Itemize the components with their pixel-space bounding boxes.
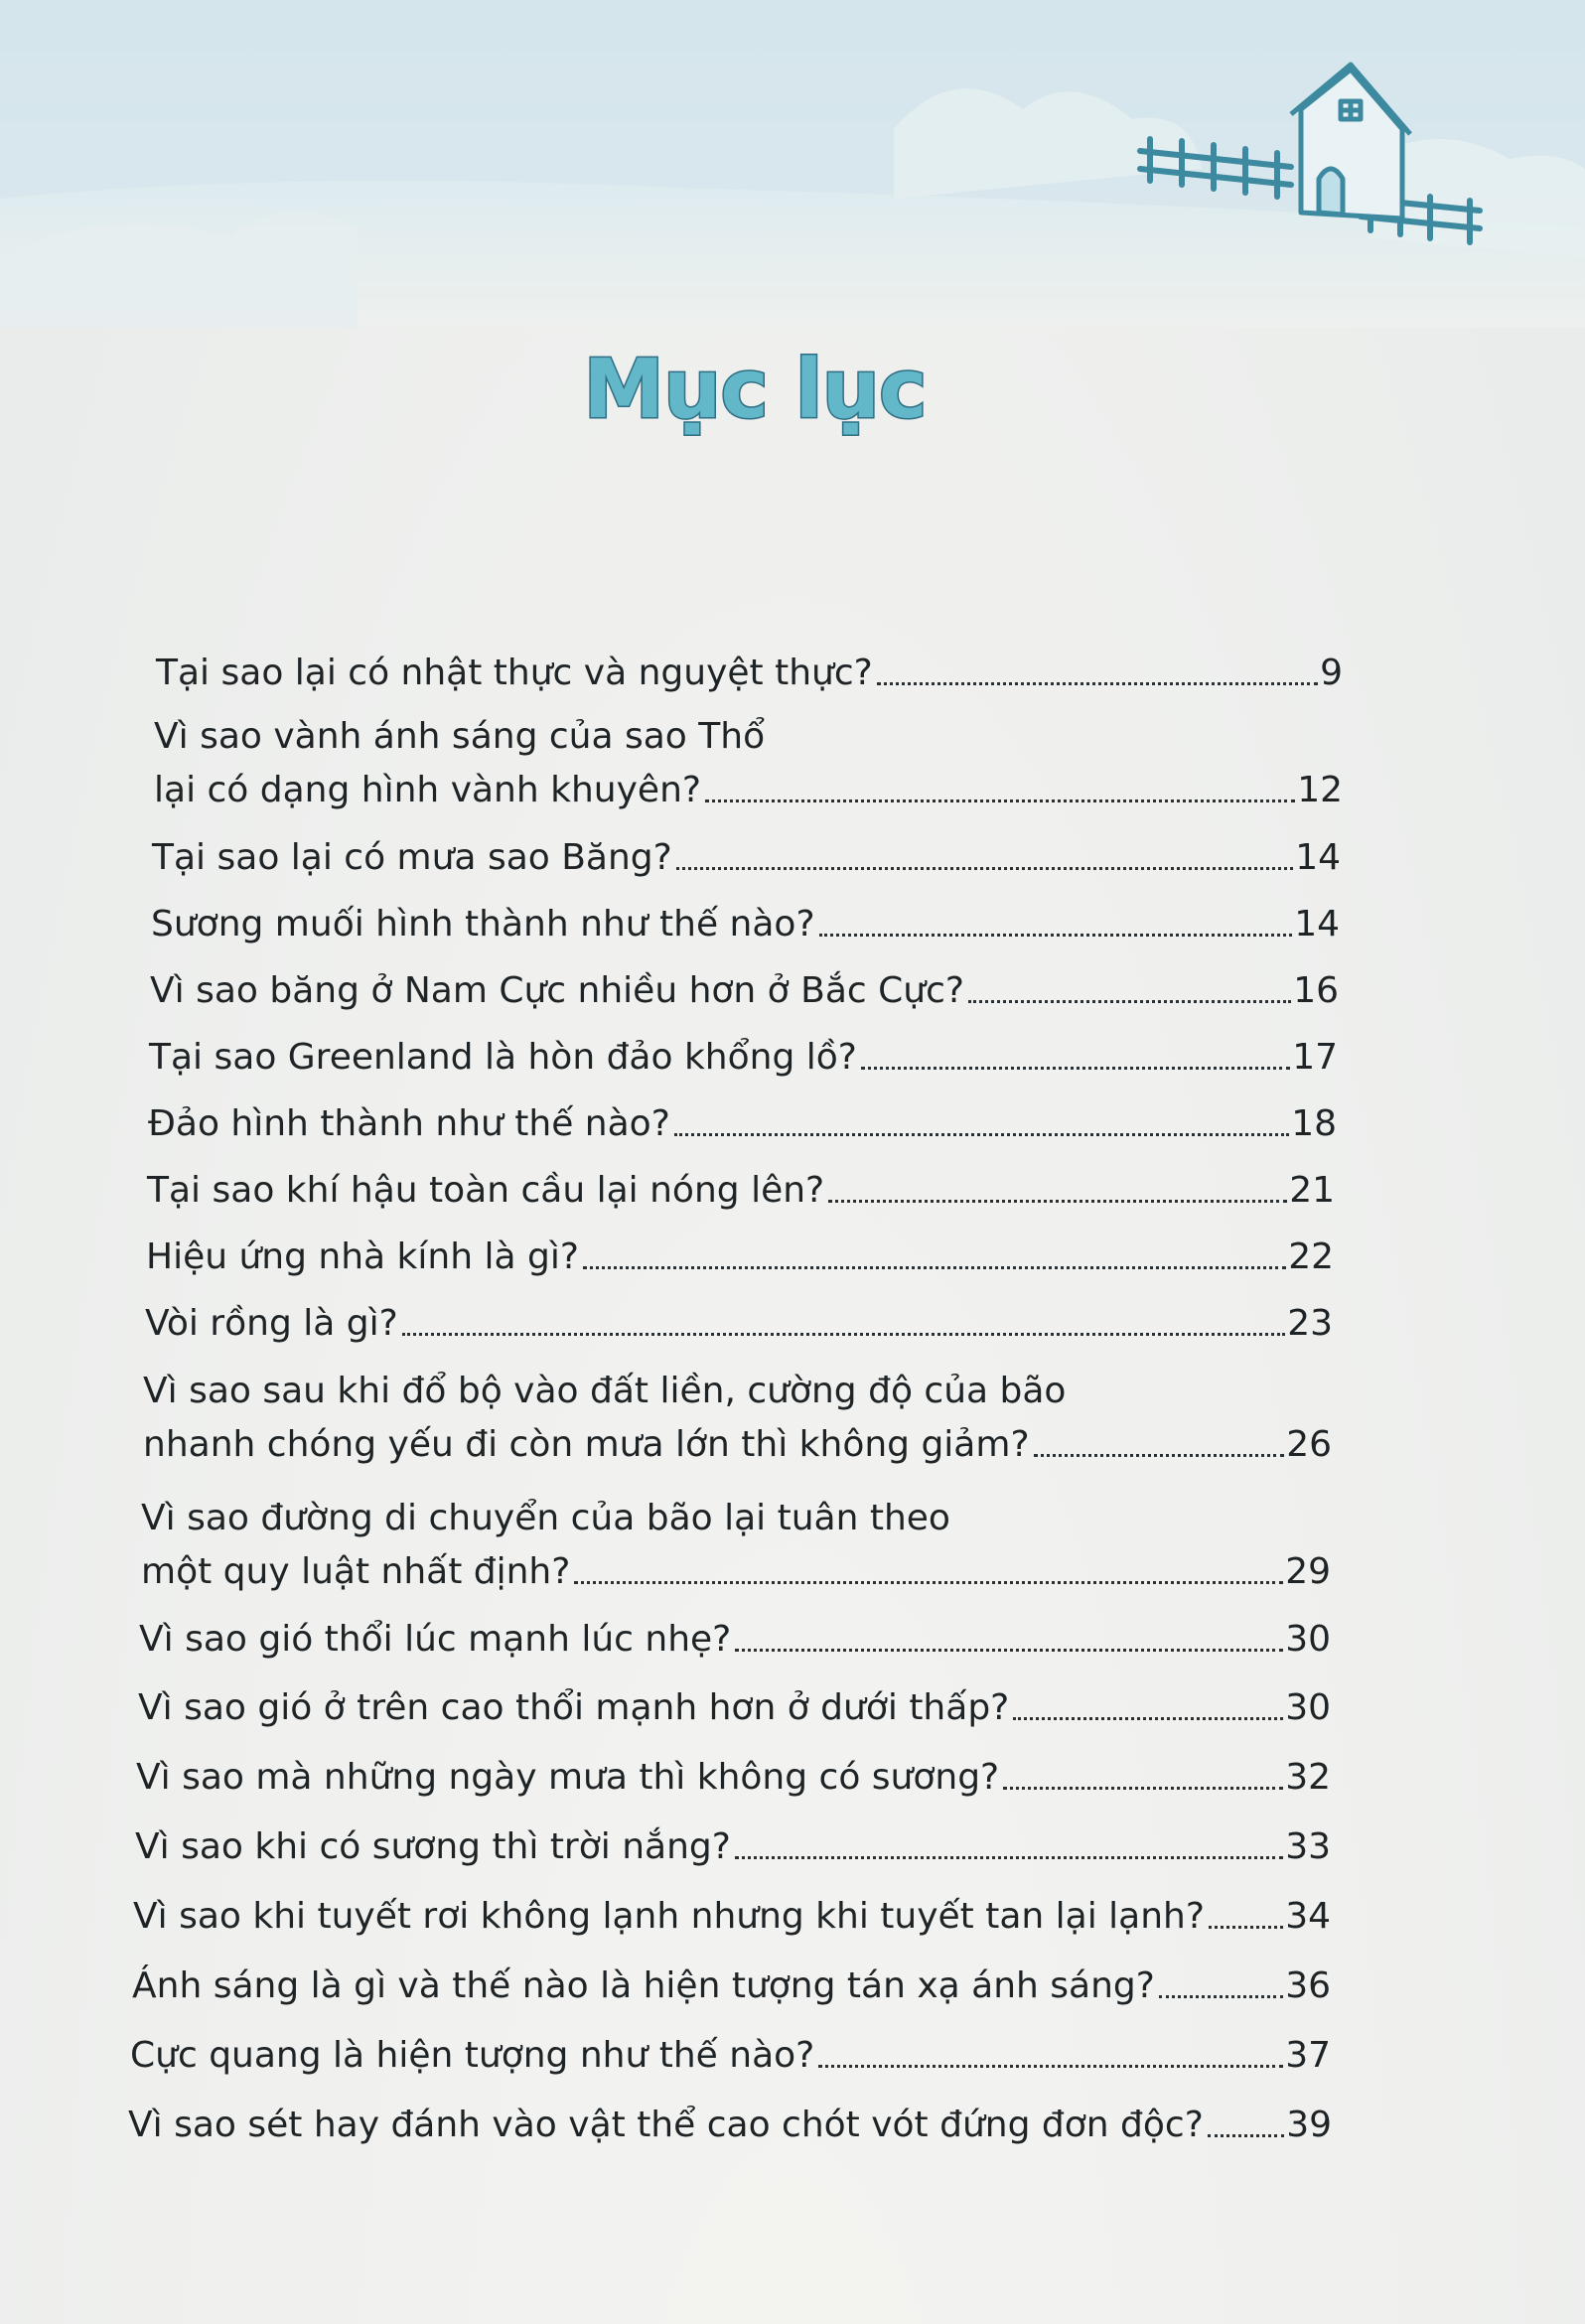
toc-entry: [154, 716, 1343, 810]
toc-entry-title: lại có dạng hình vành khuyên?: [154, 770, 701, 810]
dot-leader: [735, 1649, 1283, 1652]
toc-entry-title: nhanh chóng yếu đi còn mưa lớn thì không giảm?: [143, 1424, 1030, 1465]
toc-entry-title: Vì sao khi có sương thì trời nắng?: [135, 1826, 731, 1867]
toc-entry: [149, 1020, 1338, 1076]
toc-page-number: 29: [1285, 1551, 1331, 1592]
toc-entry-title: Tại sao lại có mưa sao Băng?: [152, 837, 672, 878]
toc-entry-title: Ánh sáng là gì và thế nào là hiện tượng tán xạ ánh sáng?: [132, 1965, 1155, 2006]
toc-page-number: 30: [1285, 1619, 1331, 1660]
toc-entry: [152, 820, 1341, 876]
toc-entry-title: Vòi rồng là gì?: [145, 1303, 398, 1344]
dot-leader: [1208, 2134, 1284, 2137]
toc-entry: [133, 1879, 1331, 1935]
toc-entry: [136, 1740, 1331, 1796]
dot-leader: [968, 1000, 1291, 1003]
toc-entry-title: Vì sao mà những ngày mưa thì không có sương?: [136, 1757, 1000, 1798]
page-title: Mục lục: [583, 343, 927, 437]
toc-entry-title: Đảo hình thành như thế nào?: [148, 1103, 670, 1144]
toc-page-number: 22: [1288, 1236, 1334, 1277]
toc-page-number: 17: [1292, 1037, 1338, 1078]
toc-page-number: 12: [1297, 770, 1343, 810]
toc-entry: [151, 887, 1340, 943]
toc-page-number: 33: [1285, 1826, 1331, 1867]
dot-leader: [1003, 1787, 1283, 1790]
toc-page-number: 37: [1285, 2035, 1331, 2076]
toc-entry-title: Vì sao gió thổi lúc mạnh lúc nhẹ?: [139, 1619, 732, 1660]
toc-entry-title: Vì sao gió ở trên cao thổi mạnh hơn ở dưới thấp?: [138, 1687, 1010, 1728]
toc-entry: [148, 1087, 1337, 1142]
toc-entry: [139, 1602, 1331, 1658]
toc-page-number: 36: [1285, 1965, 1331, 2006]
toc-entry-title-line1: Vì sao vành ánh sáng của sao Thổ: [154, 716, 766, 757]
toc-entry: [145, 1286, 1333, 1342]
toc-page-number: 26: [1286, 1424, 1332, 1465]
toc-entry-title-line1: Vì sao sau khi đổ bộ vào đất liền, cường độ của bão: [143, 1371, 1067, 1411]
toc-page-number: 34: [1285, 1896, 1331, 1937]
toc-entry-title-line1: Vì sao đường di chuyển của bão lại tuân theo: [141, 1498, 950, 1538]
dot-leader: [676, 867, 1293, 870]
toc-entry: [141, 1498, 1331, 1592]
toc-entry: [130, 2018, 1331, 2074]
toc-page-number: 9: [1320, 653, 1343, 693]
dot-leader: [674, 1133, 1289, 1136]
toc-entry: [156, 636, 1343, 691]
toc-entry-title: Tại sao khí hậu toàn cầu lại nóng lên?: [147, 1170, 825, 1211]
dot-leader: [705, 799, 1295, 802]
toc-page-number: 14: [1295, 837, 1341, 878]
toc-entry: [135, 1810, 1331, 1865]
dot-leader: [828, 1200, 1287, 1203]
toc-page-number: 30: [1285, 1687, 1331, 1728]
toc-entry-title: một quy luật nhất định?: [141, 1551, 571, 1592]
toc-entry-title: Tại sao Greenland là hòn đảo khổng lồ?: [149, 1037, 857, 1078]
toc-entry: [143, 1371, 1332, 1465]
toc-entry-title: Tại sao lại có nhật thực và nguyệt thực?: [156, 653, 873, 693]
dot-leader: [819, 934, 1293, 937]
dot-leader: [402, 1333, 1285, 1336]
toc-entry: [138, 1670, 1331, 1726]
dot-leader: [583, 1266, 1286, 1269]
dot-leader: [1013, 1717, 1283, 1720]
toc-page-number: 21: [1289, 1170, 1335, 1211]
toc-page-number: 39: [1286, 2105, 1332, 2145]
toc-entry: [132, 1949, 1331, 2004]
toc-page-number: 14: [1294, 904, 1340, 944]
dot-leader: [1034, 1454, 1285, 1457]
dot-leader: [1209, 1926, 1283, 1929]
dot-leader: [1159, 1995, 1283, 1998]
toc-entry: [146, 1220, 1334, 1275]
toc-entry-title: Sương muối hình thành như thế nào?: [151, 904, 815, 944]
toc-page-number: 18: [1291, 1103, 1337, 1144]
toc-entry: [128, 2088, 1332, 2143]
toc-page-number: 32: [1285, 1757, 1331, 1798]
dot-leader: [735, 1856, 1283, 1859]
toc-page-number: 23: [1287, 1303, 1333, 1344]
dot-leader: [818, 2065, 1283, 2068]
toc-entry-title: Cực quang là hiện tượng như thế nào?: [130, 2035, 815, 2076]
toc-entry-title: Vì sao băng ở Nam Cực nhiều hơn ở Bắc Cực?: [150, 970, 965, 1011]
dot-leader: [861, 1067, 1290, 1070]
dot-leader: [877, 682, 1318, 685]
toc-entry: [150, 953, 1339, 1009]
toc-entry-title: Vì sao sét hay đánh vào vật thể cao chót vót đứng đơn độc?: [128, 2105, 1204, 2145]
toc-entry-title: Vì sao khi tuyết rơi không lạnh nhưng khi tuyết tan lại lạnh?: [133, 1896, 1205, 1937]
toc-entry-title: Hiệu ứng nhà kính là gì?: [146, 1236, 579, 1277]
toc-page-number: 16: [1293, 970, 1339, 1011]
dot-leader: [574, 1581, 1283, 1584]
toc-entry: [147, 1153, 1335, 1209]
